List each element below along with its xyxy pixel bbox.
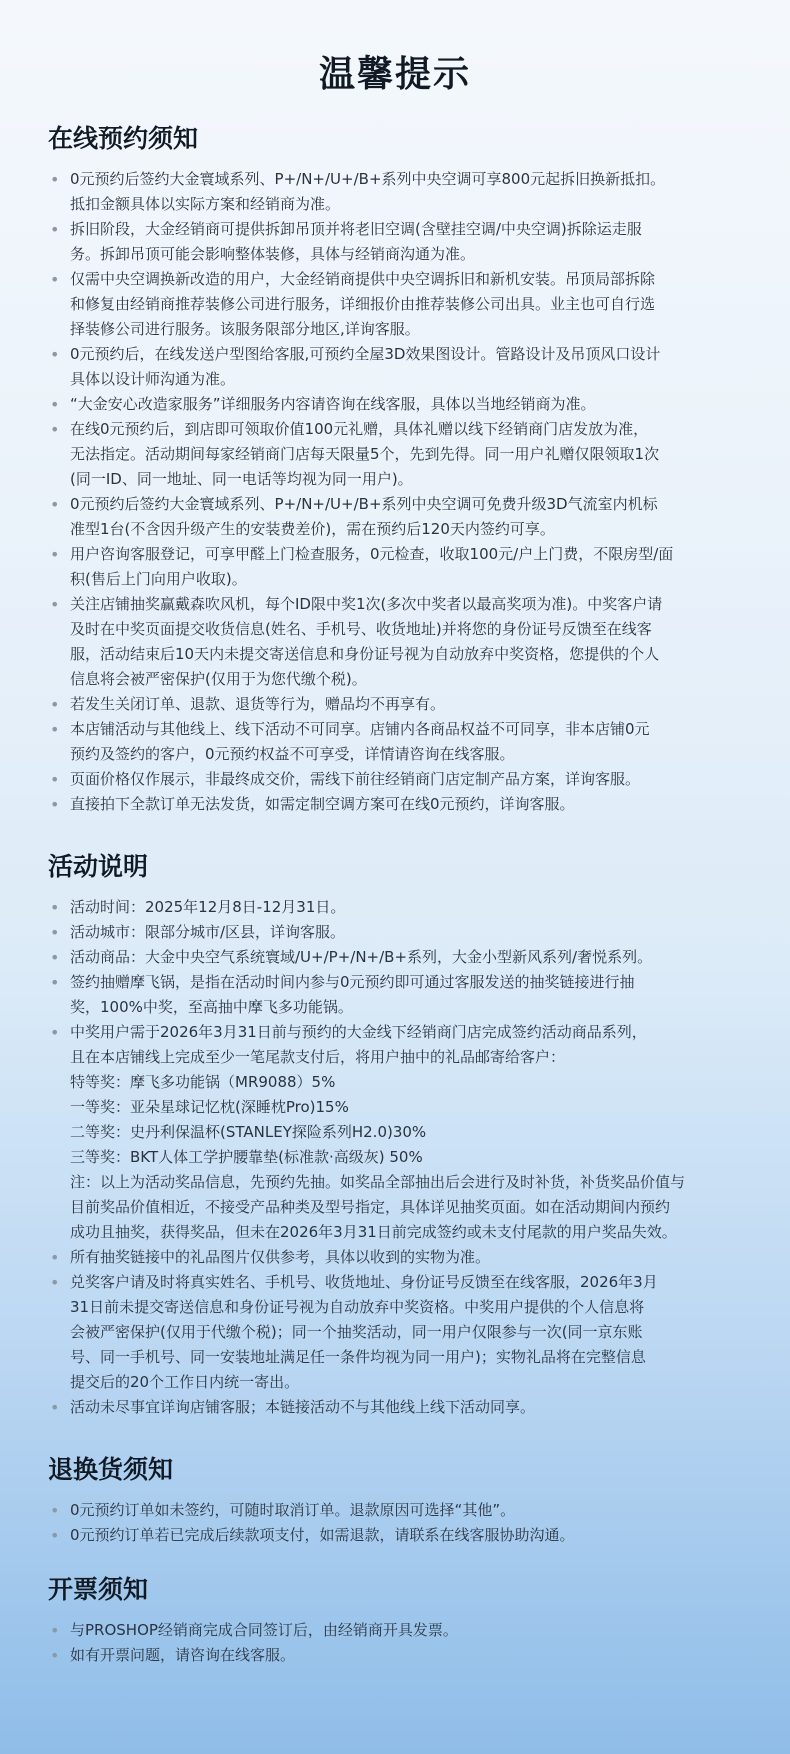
section-title: 开票须知 <box>48 1575 149 1604</box>
list-item: • 0元预约订单如未签约，可随时取消订单。退款原因可选择“其他”。 <box>48 1498 742 1523</box>
list-item: • 0元预约后，在线发送户型图给客服,可预约全屋3D效果图设计。管路设计及吊顶风口设计 具体以设计师沟通为准。 <box>48 342 742 392</box>
list-item: • 活动未尽事宜详询店铺客服；本链接活动不与其他线上线下活动同享。 <box>48 1395 742 1420</box>
list-item: • 中奖用户需于2026年3月31日前与预约的大金线下经销商门店完成签约活动商品系列， 且在本店铺线上完成至少一笔尾款支付后，将用户抽中的礼品邮寄给客户： 特等奖：摩飞多功能锅（MR9088）5% 一等奖：亚朵星球记忆枕(深睡枕Pro)15% 二等奖：史丹利保温杯(STANLEY探险系列H2.0)30% 三等奖：BKT人体工学护腰靠垫(标准款·高级灰) 50% 注：以上为活动奖品信息，先预约先抽。如奖品全部抽出后会进行及时补货，补货奖品价值与 目前奖品价值相近，不接受产品种类及型号指定，具体详见抽奖页面。如在活动期间内预约 成功且抽奖，获得奖品，但未在2026年3月31日前完成签约或未支付尾款的用户奖品失效。 <box>48 1020 742 1245</box>
list-item: • 活动城市：限部分城市/区县，详询客服。 <box>48 920 742 945</box>
list-item: • 如有开票问题，请咨询在线客服。 <box>48 1643 742 1668</box>
section-title: 在线预约须知 <box>48 124 199 153</box>
list-item: • 活动时间：2025年12月8日-12月31日。 <box>48 895 742 920</box>
list-item: • 在线0元预约后，到店即可领取价值100元礼赠，具体礼赠以线下经销商门店发放为准， 无法指定。活动期间每家经销商门店每天限量5个，先到先得。同一用户礼赠仅限领取1次 (同一ID、同一地址、同一电话等均视为同一用户)。 <box>48 417 742 492</box>
list-item: • 本店铺活动与其他线上、线下活动不可同享。店铺内各商品权益不可同享，非本店铺0元 预约及签约的客户，0元预约权益不可享受，详情请咨询在线客服。 <box>48 717 742 767</box>
section-online-booking <box>0 119 790 817</box>
list-item: • 0元预约后签约大金寰域系列、P+/N+/U+/B+系列中央空调可享800元起拆旧换新抵扣。 抵扣金额具体以实际方案和经销商为准。 <box>48 167 742 217</box>
list-item: • 仅需中央空调换新改造的用户，大金经销商提供中央空调拆旧和新机安装。吊顶局部拆除 和修复由经销商推荐装修公司进行服务，详细报价由推荐装修公司出具。业主也可自行选 择装修公司进行服务。该服务限部分地区,详询客服。 <box>48 267 742 342</box>
list-item: • 0元预约订单若已完成后续款项支付，如需退款，请联系在线客服协助沟通。 <box>48 1523 742 1548</box>
list-item: • 拆旧阶段，大金经销商可提供拆卸吊顶并将老旧空调(含壁挂空调/中央空调)拆除运走服 务。拆卸吊顶可能会影响整体装修，具体与经销商沟通为准。 <box>48 217 742 267</box>
list-item: • 关注店铺抽奖赢戴森吹风机，每个ID限中奖1次(多次中奖者以最高奖项为准)。中奖客户请 及时在中奖页面提交收货信息(姓名、手机号、收货地址)并将您的身份证号反馈至在线客 服，活动结束后10天内未提交寄送信息和身份证号视为自动放弃中奖资格，您提供的个人 信息将会被严密保护(仅用于为您代缴个税)。 <box>48 592 742 692</box>
section-returns <box>0 1450 790 1548</box>
list-item: • 页面价格仅作展示，非最终成交价，需线下前往经销商门店定制产品方案，详询客服。 <box>48 767 742 792</box>
section-title: 活动说明 <box>48 852 149 881</box>
online-booking-list <box>48 167 742 817</box>
list-item: • 直接拍下全款订单无法发货，如需定制空调方案可在线0元预约，详询客服。 <box>48 792 742 817</box>
list-item: • 签约抽赠摩飞锅，是指在活动时间内参与0元预约即可通过客服发送的抽奖链接进行抽 奖，100%中奖，至高抽中摩飞多功能锅。 <box>48 970 742 1020</box>
list-item: • 兑奖客户请及时将真实姓名、手机号、收货地址、身份证号反馈至在线客服，2026年3月 31日前未提交寄送信息和身份证号视为自动放弃中奖资格。中奖用户提供的个人信息将 会被严密保护(仅用于代缴个税)；同一个抽奖活动，同一用户仅限参与一次(同一京东账 号、同一手机号、同一安装地址满足任一条件均视为同一用户)；实物礼品将在完整信息 提交后的20个工作日内统一寄出。 <box>48 1270 742 1395</box>
list-item: • 用户咨询客服登记，可享甲醛上门检查服务，0元检查，收取100元/户上门费，不限房型/面 积(售后上门向用户收取)。 <box>48 542 742 592</box>
section-title: 退换货须知 <box>48 1455 174 1484</box>
activity-list <box>48 895 742 1420</box>
list-item: • 活动商品：大金中央空气系统寰域/U+/P+/N+/B+系列，大金小型新风系列/奢悦系列。 <box>48 945 742 970</box>
page-title: 温馨提示 <box>318 54 471 95</box>
list-item: • 0元预约后签约大金寰域系列、P+/N+/U+/B+系列中央空调可免费升级3D气流室内机标 准型1台(不含因升级产生的安装费差价)，需在预约后120天内签约可享。 <box>48 492 742 542</box>
returns-list <box>48 1498 742 1548</box>
list-item: • 所有抽奖链接中的礼品图片仅供参考，具体以收到的实物为准。 <box>48 1245 742 1270</box>
invoice-list <box>48 1618 742 1668</box>
list-item: • 若发生关闭订单、退款、退货等行为，赠品均不再享有。 <box>48 692 742 717</box>
list-item: • 与PROSHOP经销商完成合同签订后，由经销商开具发票。 <box>48 1618 742 1643</box>
list-item: • “大金安心改造家服务”详细服务内容请咨询在线客服，具体以当地经销商为准。 <box>48 392 742 417</box>
section-invoice <box>0 1570 790 1668</box>
section-activity-description <box>0 847 790 1420</box>
